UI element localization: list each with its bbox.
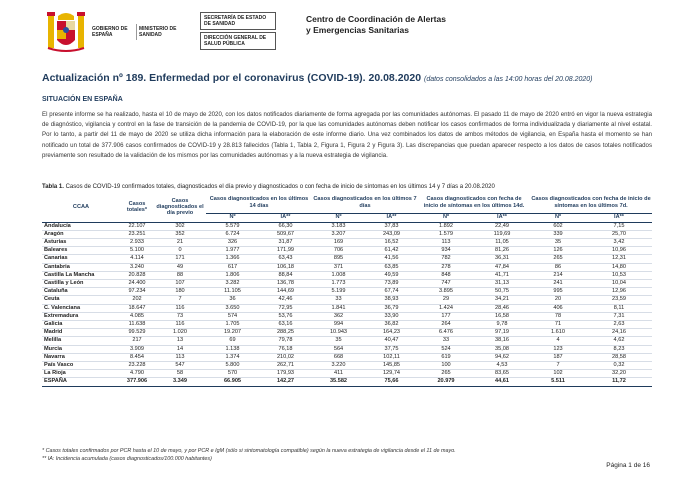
subheader-count: Nº <box>229 214 236 221</box>
column-header-previous-day: Casos diagnosticados el día previo <box>156 197 204 217</box>
value-cell: 3.207 <box>331 230 346 237</box>
value-cell: 34,21 <box>495 296 509 303</box>
value-cell: 97,19 <box>495 329 509 336</box>
value-cell: 217 <box>132 337 142 344</box>
value-cell: 411 <box>334 370 343 377</box>
table-row <box>42 255 652 263</box>
value-cell: 102 <box>553 370 563 377</box>
value-cell: 97.234 <box>128 288 146 295</box>
document-header <box>42 8 650 60</box>
table-body <box>42 222 652 386</box>
value-cell: 12,31 <box>612 255 626 262</box>
value-cell: 33 <box>335 296 342 303</box>
value-cell: 180 <box>175 288 185 295</box>
value-cell: 41,56 <box>384 255 399 262</box>
value-cell: 3.909 <box>130 345 144 352</box>
value-cell: 706 <box>333 247 344 254</box>
value-cell: 73 <box>176 312 184 319</box>
value-cell: 107 <box>175 279 185 286</box>
region-name-cell: Castilla La Mancha <box>44 271 95 278</box>
value-cell: 19.207 <box>223 329 242 336</box>
value-cell: 14 <box>176 345 184 352</box>
value-cell: 40,47 <box>384 337 399 344</box>
value-cell: 1.008 <box>331 271 346 278</box>
subheader-incidence: IA** <box>614 214 624 221</box>
table-row <box>42 312 652 320</box>
value-cell: 20 <box>554 296 562 303</box>
table-caption-text: Casos de COVID-19 confirmados totales, diagnosticados el día previo y diagnosticados o con fecha de inicio de síntomas en los últimos 14 y 7 días a 20.08.2020 <box>65 184 495 190</box>
value-cell: 8,11 <box>613 304 625 311</box>
value-cell: 63,85 <box>384 263 399 270</box>
title-note: (datos consolidados a las 14:00 horas del 20.08.2020) <box>423 76 593 83</box>
value-cell: 0 <box>178 247 182 254</box>
value-cell: 547 <box>175 361 185 368</box>
value-cell: 44,61 <box>495 378 509 385</box>
value-cell: 142,27 <box>276 378 295 385</box>
value-cell: 7 <box>178 296 182 303</box>
value-cell: 262,71 <box>276 361 295 368</box>
value-cell: 994 <box>333 320 344 327</box>
region-name-cell: Cataluña <box>44 288 68 295</box>
value-cell: 4.790 <box>130 370 144 377</box>
title-text: Actualización nº 189. Enfermedad por el coronavirus (COVID-19). 20.08.2020 <box>42 72 422 84</box>
value-cell: 3.650 <box>225 304 240 311</box>
center-title-line: y Emergencias Sanitarias <box>306 25 410 35</box>
value-cell: 119,69 <box>493 230 511 237</box>
table-row <box>42 238 652 246</box>
region-name-cell: Aragón <box>44 230 64 237</box>
value-cell: 352 <box>175 230 185 237</box>
table-row <box>42 296 652 304</box>
value-cell: 116 <box>175 304 185 311</box>
value-cell: 617 <box>227 263 238 270</box>
value-cell: 1.841 <box>331 304 346 311</box>
value-cell: 241 <box>553 279 563 286</box>
value-cell: 37,83 <box>384 222 399 229</box>
value-cell: 3.183 <box>331 222 346 229</box>
table-total-row <box>42 378 652 386</box>
table-row <box>42 304 652 312</box>
value-cell: 63,43 <box>278 255 293 262</box>
value-cell: 202 <box>132 296 142 303</box>
value-cell: 177 <box>441 312 451 319</box>
value-cell: 326 <box>227 238 238 245</box>
value-cell: 78 <box>554 312 562 319</box>
value-cell: 509,67 <box>276 230 295 237</box>
value-cell: 76,18 <box>278 345 293 352</box>
value-cell: 35 <box>554 238 562 245</box>
table-row <box>42 230 652 238</box>
table-row <box>42 345 652 353</box>
value-cell: 1.424 <box>439 304 453 311</box>
value-cell: 524 <box>441 345 451 352</box>
value-cell: 20.828 <box>128 271 146 278</box>
value-cell: 11.638 <box>128 320 146 327</box>
value-cell: 6.476 <box>439 329 453 336</box>
value-cell: 1.705 <box>225 320 240 327</box>
value-cell: 7 <box>556 361 560 368</box>
value-cell: 63,16 <box>278 320 293 327</box>
value-cell: 79,78 <box>278 337 293 344</box>
value-cell: 995 <box>553 288 563 295</box>
table-row <box>42 353 652 361</box>
region-name-cell: País Vasco <box>44 361 74 368</box>
value-cell: 38,16 <box>495 337 509 344</box>
value-cell: 574 <box>227 312 238 319</box>
table-row <box>42 279 652 287</box>
value-cell: 934 <box>441 247 451 254</box>
value-cell: 106,18 <box>276 263 295 270</box>
table-caption-label: Tabla 1. <box>42 184 64 190</box>
value-cell: 5.579 <box>225 222 240 229</box>
value-cell: 362 <box>333 312 344 319</box>
footnote-total-cases: * Casos totales confirmados por PCR hasta el 10 de mayo, y por PCR e IgM (sólo si sintomatología compatible) según la nueva estrategia de vigilancia desde el 11 de mayo. <box>42 448 456 454</box>
region-name-cell: Canarias <box>44 255 68 262</box>
value-cell: 4.114 <box>130 255 144 262</box>
value-cell: 61,42 <box>384 247 399 254</box>
table-row <box>42 288 652 296</box>
value-cell: 3.895 <box>439 288 453 295</box>
value-cell: 23.251 <box>128 230 146 237</box>
column-header-total: Casos totales* <box>126 200 148 214</box>
region-name-cell: Melilla <box>44 337 62 344</box>
value-cell: 88 <box>176 271 184 278</box>
value-cell: 86 <box>554 263 562 270</box>
column-group-14-days: Casos diagnosticados en los últimos 14 días <box>206 193 312 213</box>
value-cell: 371 <box>333 263 344 270</box>
value-cell: 23,59 <box>612 296 626 303</box>
value-cell: 782 <box>441 255 451 262</box>
value-cell: 20.979 <box>437 378 455 385</box>
value-cell: 171 <box>175 255 185 262</box>
value-cell: 50,75 <box>495 288 509 295</box>
table-row <box>42 370 652 378</box>
value-cell: 99.529 <box>128 329 146 336</box>
value-cell: 171,99 <box>276 247 295 254</box>
department-box: SECRETARÍA DE ESTADO DE SANIDAD <box>200 12 276 30</box>
value-cell: 18.647 <box>128 304 146 311</box>
issuing-center <box>306 14 446 36</box>
value-cell: 187 <box>553 353 563 360</box>
value-cell: 1.138 <box>225 345 240 352</box>
value-cell: 169 <box>333 238 344 245</box>
column-group-onset-7-days: Casos diagnosticados con fecha de inicio de síntomas en los últimos 7d. <box>530 193 652 213</box>
coat-of-arms-icon <box>46 10 86 54</box>
value-cell: 145,85 <box>382 361 401 368</box>
value-cell: 36,31 <box>495 255 509 262</box>
value-cell: 8.454 <box>130 353 144 360</box>
value-cell: 41,71 <box>495 271 509 278</box>
value-cell: 6.724 <box>225 230 240 237</box>
value-cell: 0,32 <box>613 361 625 368</box>
region-name-cell: Extremadura <box>44 312 79 319</box>
value-cell: 570 <box>227 370 238 377</box>
region-name-cell: Castilla y León <box>44 279 84 286</box>
value-cell: 42,46 <box>278 296 293 303</box>
value-cell: 11,72 <box>612 378 626 385</box>
value-cell: 179,93 <box>276 370 295 377</box>
value-cell: 8,23 <box>613 345 625 352</box>
value-cell: 2,63 <box>613 320 625 327</box>
value-cell: 5.511 <box>551 378 565 385</box>
value-cell: 848 <box>441 271 451 278</box>
value-cell: 10,04 <box>612 279 626 286</box>
value-cell: 5.100 <box>130 247 144 254</box>
department-box: DIRECCIÓN GENERAL DE SALUD PÚBLICA <box>200 32 276 50</box>
value-cell: 339 <box>553 230 563 237</box>
value-cell: 3.220 <box>331 361 346 368</box>
government-logo <box>42 10 192 54</box>
value-cell: 88,84 <box>278 271 293 278</box>
region-name-cell: Madrid <box>44 329 63 336</box>
value-cell: 94,62 <box>495 353 509 360</box>
subheader-incidence: IA** <box>386 214 397 221</box>
value-cell: 22,49 <box>495 222 509 229</box>
value-cell: 9,78 <box>496 320 508 327</box>
region-name-cell: La Rioja <box>44 370 66 377</box>
value-cell: 1.892 <box>439 222 453 229</box>
value-cell: 265 <box>553 255 563 262</box>
table-row <box>42 337 652 345</box>
value-cell: 1.977 <box>225 247 240 254</box>
value-cell: 66,30 <box>278 222 293 229</box>
value-cell: 28,58 <box>612 353 626 360</box>
subheader-count: Nº <box>442 214 450 221</box>
value-cell: 13 <box>176 337 184 344</box>
column-group-onset-14-days: Casos diagnosticados con fecha de inicio de síntomas en los últimos 14d. <box>418 193 530 213</box>
table-row <box>42 320 652 328</box>
value-cell: 264 <box>441 320 451 327</box>
value-cell: 116 <box>175 320 185 327</box>
value-cell: 1.773 <box>331 279 346 286</box>
department-boxes <box>200 12 276 52</box>
value-cell: 123 <box>553 345 563 352</box>
region-name-cell: Baleares <box>44 247 68 254</box>
value-cell: 4.085 <box>130 312 144 319</box>
government-label: GOBIERNO DE ESPAÑA <box>92 26 128 38</box>
value-cell: 265 <box>441 370 451 377</box>
value-cell: 668 <box>333 353 344 360</box>
value-cell: 278 <box>441 263 451 270</box>
intro-paragraph: El presente informe se ha realizado, hasta el 10 de mayo de 2020, con los datos notificados diariamente de forma agregada por las comunidades autónomas. El pasado 11 de mayo de 2020 entró en vigor la nueva estrategia de diagnóstico, vigilancia y control en la fase de transición de la pandemia de COVID-19, por la que las comunidades autónomas deben notificar los casos confirmados de forma individualizada y diariamente al nivel estatal. Por lo tanto, a partir del 11 de mayo de 2020 se utiliza dicha información para la elaboración de este informe diario. Una vez combinados los datos de ambos métodos de vigilancia, en España hasta el momento se han notificado un total de 377.906 casos confirmados de COVID-19 y 28.813 fallecidos (Tabla 1, Tabla 2, Figura 1, Figura 2 y Figura 3). Las discrepancias que puedan aparecer respecto a los datos de casos totales notificados previamente son resultado de la validación de los mismos por las comunidades autónomas y a la nueva estrategia de vigilancia. <box>42 111 652 159</box>
value-cell: 37,75 <box>384 345 399 352</box>
section-heading: SITUACIÓN EN ESPAÑA <box>42 96 123 103</box>
value-cell: 16,58 <box>495 312 509 319</box>
value-cell: 406 <box>553 304 563 311</box>
table-row <box>42 222 652 230</box>
value-cell: 1.579 <box>439 230 453 237</box>
value-cell: 31,13 <box>495 279 509 286</box>
subheader-count: Nº <box>554 214 562 221</box>
table-row <box>42 263 652 271</box>
value-cell: 5.199 <box>331 288 346 295</box>
region-name-cell: Cantabria <box>44 263 70 270</box>
value-cell: 33 <box>442 337 450 344</box>
value-cell: 5.800 <box>225 361 240 368</box>
value-cell: 22.107 <box>128 222 146 229</box>
value-cell: 81,26 <box>495 247 509 254</box>
value-cell: 102,11 <box>383 353 400 360</box>
footnote-incidence: ** IA: Incidencia acumulada (casos diagnosticados/100.000 habitantes) <box>42 456 212 462</box>
value-cell: 7,31 <box>613 312 625 319</box>
value-cell: 29 <box>442 296 450 303</box>
value-cell: 2.933 <box>130 238 144 245</box>
value-cell: 4 <box>556 337 560 344</box>
region-name-cell: Murcia <box>44 345 63 352</box>
value-cell: 164,23 <box>382 329 401 336</box>
value-cell: 36,82 <box>384 320 399 327</box>
value-cell: 136,78 <box>276 279 295 286</box>
value-cell: 602 <box>553 222 563 229</box>
value-cell: 895 <box>333 255 344 262</box>
cases-table <box>42 193 652 387</box>
value-cell: 747 <box>441 279 451 286</box>
value-cell: 113 <box>441 238 451 245</box>
value-cell: 32,20 <box>612 370 626 377</box>
table-row <box>42 247 652 255</box>
value-cell: 1.374 <box>225 353 240 360</box>
value-cell: 72,95 <box>278 304 293 311</box>
value-cell: 10,96 <box>612 247 626 254</box>
subheader-incidence: IA** <box>497 214 507 221</box>
ministry-label: MINISTERIO DE SANIDAD <box>139 26 177 38</box>
value-cell: 377.906 <box>126 378 148 385</box>
region-name-cell: Andalucía <box>44 222 71 229</box>
table-row <box>42 361 652 369</box>
table-row <box>42 271 652 279</box>
value-cell: 4,53 <box>496 361 508 368</box>
value-cell: 73,89 <box>384 279 399 286</box>
value-cell: 7,15 <box>613 222 625 229</box>
value-cell: 10.943 <box>329 329 348 336</box>
value-cell: 144,69 <box>276 288 295 295</box>
value-cell: 100 <box>441 361 451 368</box>
table-caption <box>42 184 495 190</box>
region-name-cell: Ceuta <box>44 296 60 303</box>
value-cell: 47,84 <box>495 263 509 270</box>
value-cell: 214 <box>553 271 563 278</box>
value-cell: 38,93 <box>384 296 399 303</box>
value-cell: 58 <box>176 370 184 377</box>
region-name-cell: Galicia <box>44 320 63 327</box>
region-name-cell: Asturias <box>44 238 67 245</box>
value-cell: 33,90 <box>384 312 399 319</box>
value-cell: 24.400 <box>128 279 146 286</box>
value-cell: 69 <box>229 337 236 344</box>
column-header-ccaa: CCAA <box>72 204 90 211</box>
value-cell: 71 <box>554 320 562 327</box>
value-cell: 129,74 <box>382 370 401 377</box>
value-cell: 35 <box>335 337 342 344</box>
value-cell: 49,59 <box>384 271 399 278</box>
center-title-line: Centro de Coordinación de Alertas <box>306 14 446 24</box>
value-cell: 14,80 <box>612 263 626 270</box>
value-cell: 126 <box>553 247 563 254</box>
value-cell: 49 <box>176 263 184 270</box>
value-cell: 1.610 <box>551 329 565 336</box>
value-cell: 10,53 <box>612 271 626 278</box>
value-cell: 83,65 <box>495 370 509 377</box>
value-cell: 24,16 <box>612 329 626 336</box>
value-cell: 11,05 <box>495 238 509 245</box>
value-cell: 288,25 <box>276 329 295 336</box>
value-cell: 619 <box>441 353 451 360</box>
value-cell: 11.105 <box>224 288 241 295</box>
value-cell: 1.366 <box>225 255 240 262</box>
value-cell: 302 <box>175 222 185 229</box>
value-cell: 25,70 <box>612 230 626 237</box>
value-cell: 36 <box>229 296 236 303</box>
value-cell: 67,74 <box>384 288 399 295</box>
value-cell: 1.020 <box>173 329 187 336</box>
table-row <box>42 329 652 337</box>
value-cell: 35.582 <box>329 378 348 385</box>
subheader-incidence: IA** <box>280 214 291 221</box>
column-group-7-days: Casos diagnosticados en los últimos 7 días <box>312 193 418 213</box>
subheader-count: Nº <box>335 214 342 221</box>
value-cell: 28,46 <box>495 304 509 311</box>
region-name-cell: C. Valenciana <box>44 304 81 311</box>
value-cell: 3,42 <box>613 238 625 245</box>
value-cell: 36,79 <box>384 304 399 311</box>
value-cell: 243,09 <box>382 230 401 237</box>
document-title <box>42 72 593 84</box>
value-cell: 3.282 <box>225 279 240 286</box>
value-cell: 210,02 <box>276 353 295 360</box>
value-cell: 113 <box>175 353 185 360</box>
value-cell: 53,76 <box>278 312 293 319</box>
value-cell: 3.240 <box>130 263 144 270</box>
page-number: Página 1 de 16 <box>606 462 650 469</box>
value-cell: 35,08 <box>495 345 509 352</box>
value-cell: 4,62 <box>613 337 625 344</box>
value-cell: 564 <box>333 345 344 352</box>
value-cell: 3.349 <box>173 378 187 385</box>
value-cell: 31,87 <box>278 238 293 245</box>
value-cell: 21 <box>176 238 184 245</box>
value-cell: 75,66 <box>384 378 399 385</box>
value-cell: 23.228 <box>128 361 146 368</box>
value-cell: 1.806 <box>225 271 240 278</box>
region-name-cell: Navarra <box>44 353 65 360</box>
value-cell: 66.905 <box>223 378 242 385</box>
value-cell: 16,52 <box>384 238 399 245</box>
value-cell: 12,96 <box>612 288 626 295</box>
region-name-cell: ESPAÑA <box>44 378 67 385</box>
